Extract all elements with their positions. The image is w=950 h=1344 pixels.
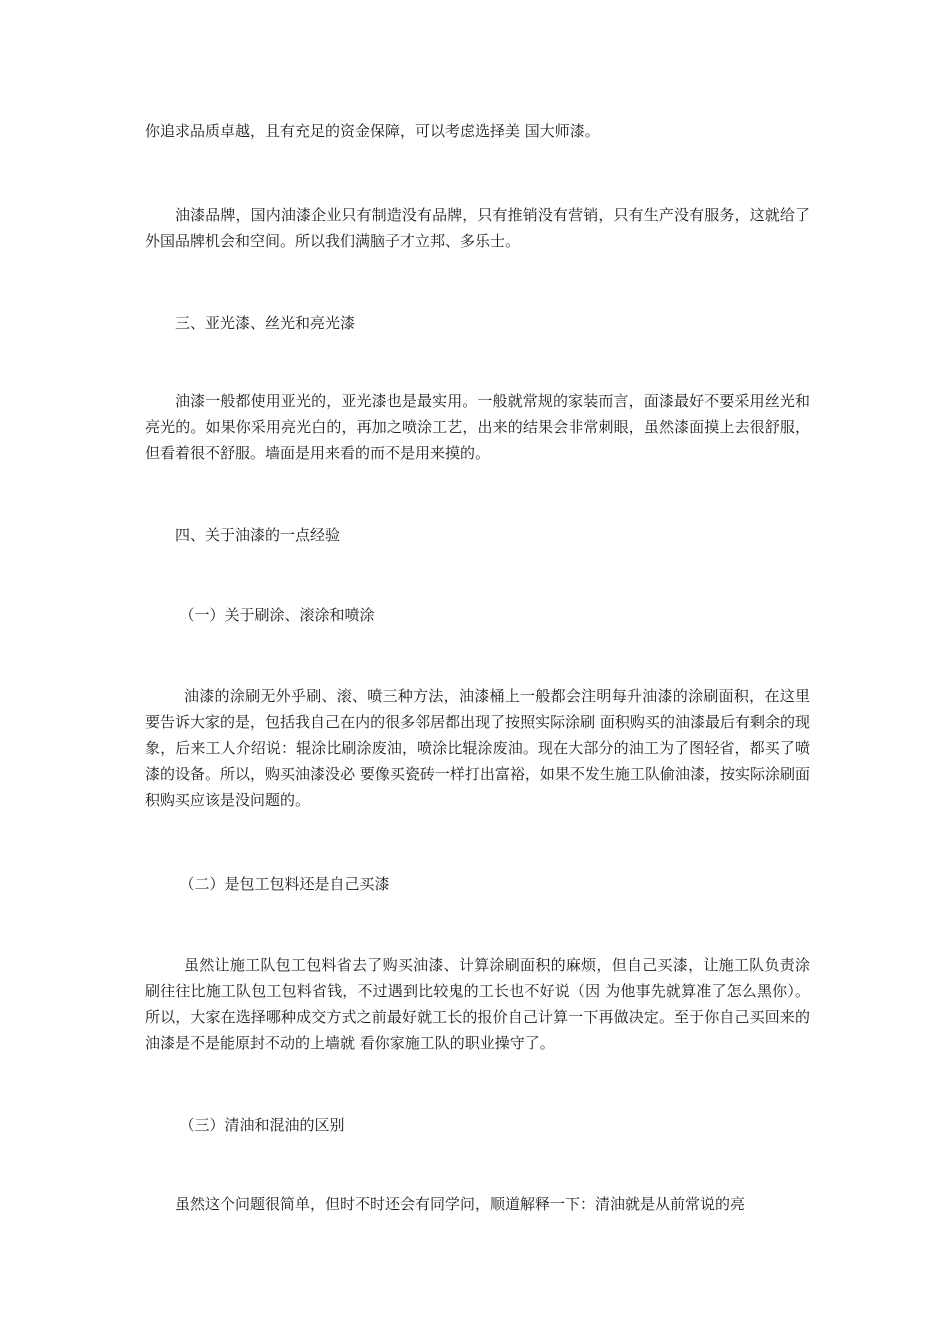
paragraph-brand-advice: 你追求品质卓越，且有充足的资金保障，可以考虑选择美 国大师漆。 (145, 122, 600, 140)
heading-matte-satin-gloss: 三、亚光漆、丝光和亮光漆 (175, 314, 356, 332)
heading-application-methods: （一）关于刷涂、滚涂和喷涂 (179, 606, 375, 624)
heading-paint-experience: 四、关于油漆的一点经验 (175, 526, 341, 544)
paragraph-matte-paint: 油漆一般都使用亚光的，亚光漆也是最实用。一般就常规的家装而言，面漆最好不要采用丝光和亮光的。如果你采用亮光白的，再加之喷涂工艺，出来的结果会非常刺眼，虽然漆面摸上去很舒服，但看着很不舒服。墙面是用来看的而不是用来摸的。 (145, 392, 810, 462)
paragraph-paint-brands: 油漆品牌，国内油漆企业只有制造没有品牌，只有推销没有营销，只有生产没有服务，这就给了外国品牌机会和空间。所以我们满脑子才立邦、多乐士。 (145, 206, 810, 250)
heading-clear-vs-opaque: （三）清油和混油的区别 (179, 1116, 345, 1134)
paragraph-application-methods: 油漆的涂刷无外乎刷、滚、喷三种方法，油漆桶上一般都会注明每升油漆的涂刷面积，在这里要告诉大家的是，包括我自己在内的很多邻居都出现了按照实际涂刷 面积购买的油漆最后有剩余的现象，后来工人介绍说：辊涂比刷涂废油，喷涂比辊涂废油。现在大部分的油工为了图轻省，都买了喷漆的设备。所以，购买油漆没必 要像买瓷砖一样打出富裕，如果不发生施工队偷油漆，按实际涂刷面积购买应该是没问题的。 (145, 687, 810, 809)
paragraph-clear-vs-opaque: 虽然这个问题很简单，但时不时还会有同学问，顺道解释一下：清油就是从前常说的亮 (175, 1195, 746, 1213)
paragraph-contractor-or-self: 虽然让施工队包工包料省去了购买油漆、计算涂刷面积的麻烦，但自己买漆，让施工队负责涂刷往往比施工队包工包料省钱，不过遇到比较鬼的工长也不好说（因 为他事先就算准了怎么黑你）。所以，大家在选择哪种成交方式之前最好就工长的报价自己计算一下再做决定。至于你自己买回来的油漆是不是能原封不动的上墙就 看你家施工队的职业操守了。 (145, 956, 810, 1052)
heading-contractor-or-self: （二）是包工包料还是自己买漆 (179, 875, 390, 893)
